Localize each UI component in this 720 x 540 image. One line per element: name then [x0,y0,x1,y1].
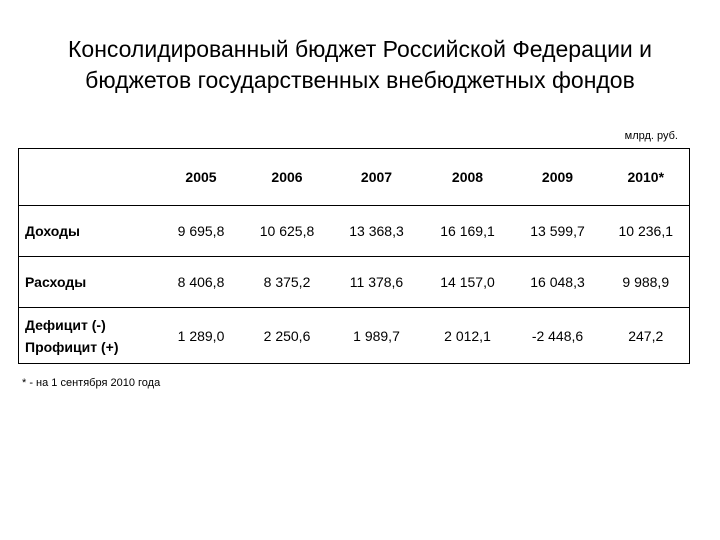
row-label-text: Дефицит (-) [25,316,106,333]
table-cell: 10 625,8 [244,206,331,257]
unit-label: млрд. руб. [624,130,678,142]
page-title [0,34,720,96]
table-cell: 16 169,1 [423,206,513,257]
table-cell: 247,2 [603,308,690,364]
header-cell-label [19,149,159,206]
table-row-expenses [19,257,690,308]
table-cell: 8 375,2 [244,257,331,308]
table-cell: 1 289,0 [159,308,244,364]
header-cell-year: 2010* [603,149,690,206]
table-cell: 16 048,3 [513,257,603,308]
row-label [19,308,159,364]
table-cell: 10 236,1 [603,206,690,257]
table-cell: -2 448,6 [513,308,603,364]
page-title-line-2: бюджетов государственных внебюджетных фондов [85,67,635,93]
table-cell: 2 250,6 [244,308,331,364]
row-label [19,257,159,308]
table-cell: 11 378,6 [331,257,423,308]
table-row-balance [19,308,690,364]
header-cell-year: 2008 [423,149,513,206]
row-label-text: Доходы [25,223,80,239]
table-cell: 2 012,1 [423,308,513,364]
header-cell-year: 2007 [331,149,423,206]
table-cell: 13 599,7 [513,206,603,257]
row-label [19,206,159,257]
table-cell: 9 695,8 [159,206,244,257]
page-title-line-1: Консолидированный бюджет Российской Федерации и [68,36,652,62]
header-cell-year: 2005 [159,149,244,206]
table-header-row [19,149,690,206]
table-cell: 8 406,8 [159,257,244,308]
table-cell: 9 988,9 [603,257,690,308]
row-label-text: Профицит (+) [25,338,119,355]
footnote: * - на 1 сентября 2010 года [22,377,161,389]
table-cell: 1 989,7 [331,308,423,364]
header-cell-year: 2009 [513,149,603,206]
budget-table [18,148,690,364]
table-row-revenue [19,206,690,257]
row-label-text: Расходы [25,274,87,290]
table-cell: 13 368,3 [331,206,423,257]
table-cell: 14 157,0 [423,257,513,308]
header-cell-year: 2006 [244,149,331,206]
